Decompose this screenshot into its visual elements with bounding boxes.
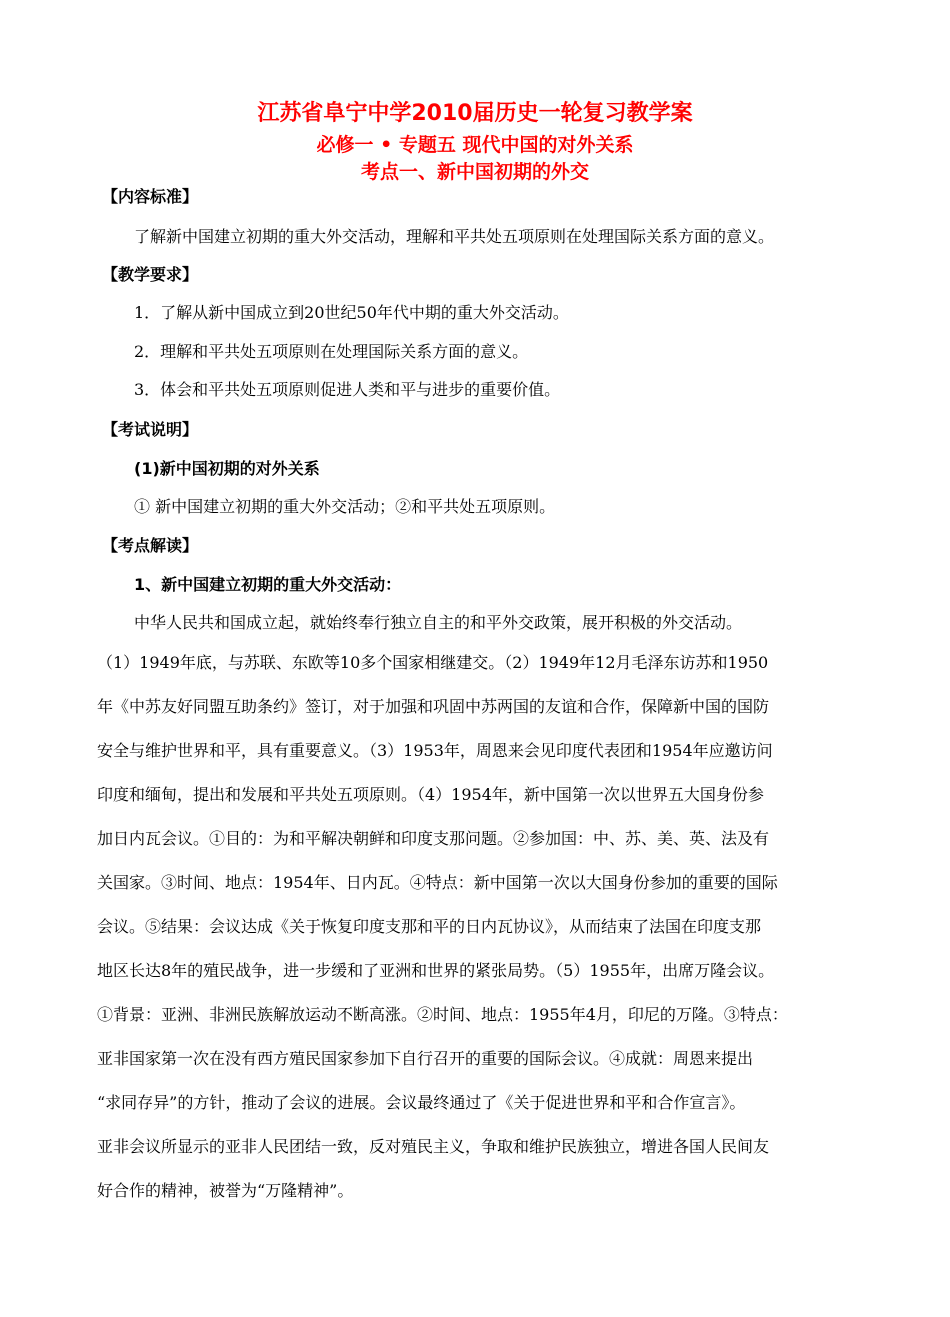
body-line: 年《中苏友好同盟互助条约》签订，对于加强和巩固中苏两国的友谊和合作，保障新中国的国防: [97, 697, 770, 716]
interpretation-heading: 【考点解读】: [102, 536, 199, 555]
document-topic: 考点一、新中国初期的外交: [360, 161, 589, 183]
requirement-item-2: 2．理解和平共处五项原则在处理国际关系方面的意义。: [134, 342, 529, 361]
body-line: ①背景：亚洲、非洲民族解放运动不断高涨。②时间、地点：1955年4月，印尼的万隆。③特点：: [97, 1005, 788, 1024]
requirement-item-3: 3．体会和平共处五项原则促进人类和平与进步的重要价值。: [134, 380, 561, 399]
exam-notes-subheading: (1)新中国初期的对外关系: [134, 459, 320, 478]
body-line: 安全与维护世界和平，具有重要意义。（3）1953年，周恩来会见印度代表团和1954年应邀访问: [97, 741, 773, 760]
body-line: 关国家。③时间、地点：1954年、日内瓦。④特点：新中国第一次以大国身份参加的重要的国际: [97, 873, 778, 892]
body-line: 亚非国家第一次在没有西方殖民国家参加下自行召开的重要的国际会议。④成就：周恩来提出: [97, 1049, 754, 1068]
interpretation-subheading: 1、新中国建立初期的重大外交活动：: [134, 575, 402, 594]
exam-notes-heading: 【考试说明】: [102, 420, 199, 439]
body-line: 加日内瓦会议。①目的：为和平解决朝鲜和印度支那问题。②参加国：中、苏、美、英、法及有: [97, 829, 770, 848]
document-title: 江苏省阜宁中学2010届历史一轮复习教学案: [257, 101, 693, 126]
teaching-requirements-heading: 【教学要求】: [102, 265, 199, 284]
document-subtitle: 必修一 • 专题五 现代中国的对外关系: [316, 134, 634, 156]
content-standard-heading: 【内容标准】: [102, 187, 199, 206]
interpretation-intro: 中华人民共和国成立起，就始终奉行独立自主的和平外交政策，展开积极的外交活动。: [134, 613, 743, 632]
requirement-item-1: 1．了解从新中国成立到20世纪50年代中期的重大外交活动。: [134, 303, 569, 322]
body-line: “求同存异”的方针，推动了会议的进展。会议最终通过了《关于促进世界和平和合作宣言》。: [97, 1093, 746, 1112]
body-line: 印度和缅甸，提出和发展和平共处五项原则。（4）1954年，新中国第一次以世界五大国身份参: [97, 785, 764, 804]
interpretation-body: [97, 641, 857, 1213]
body-line: 好合作的精神，被誉为“万隆精神”。: [97, 1181, 354, 1200]
body-line: 地区长达8年的殖民战争，进一步缓和了亚洲和世界的紧张局势。（5）1955年，出席万隆会议。: [97, 961, 775, 980]
body-line: 亚非会议所显示的亚非人民团结一致，反对殖民主义，争取和维护民族独立，增进各国人民间友: [97, 1137, 770, 1156]
body-line: 会议。⑤结果：会议达成《关于恢复印度支那和平的日内瓦协议》，从而结束了法国在印度支那: [97, 917, 762, 936]
body-line: （1）1949年底，与苏联、东欧等10多个国家相继建交。（2）1949年12月毛泽东访苏和1950: [97, 653, 769, 672]
content-standard-text: 了解新中国建立初期的重大外交活动，理解和平共处五项原则在处理国际关系方面的意义。: [134, 227, 775, 246]
exam-notes-text: ① 新中国建立初期的重大外交活动；②和平共处五项原则。: [134, 497, 556, 516]
